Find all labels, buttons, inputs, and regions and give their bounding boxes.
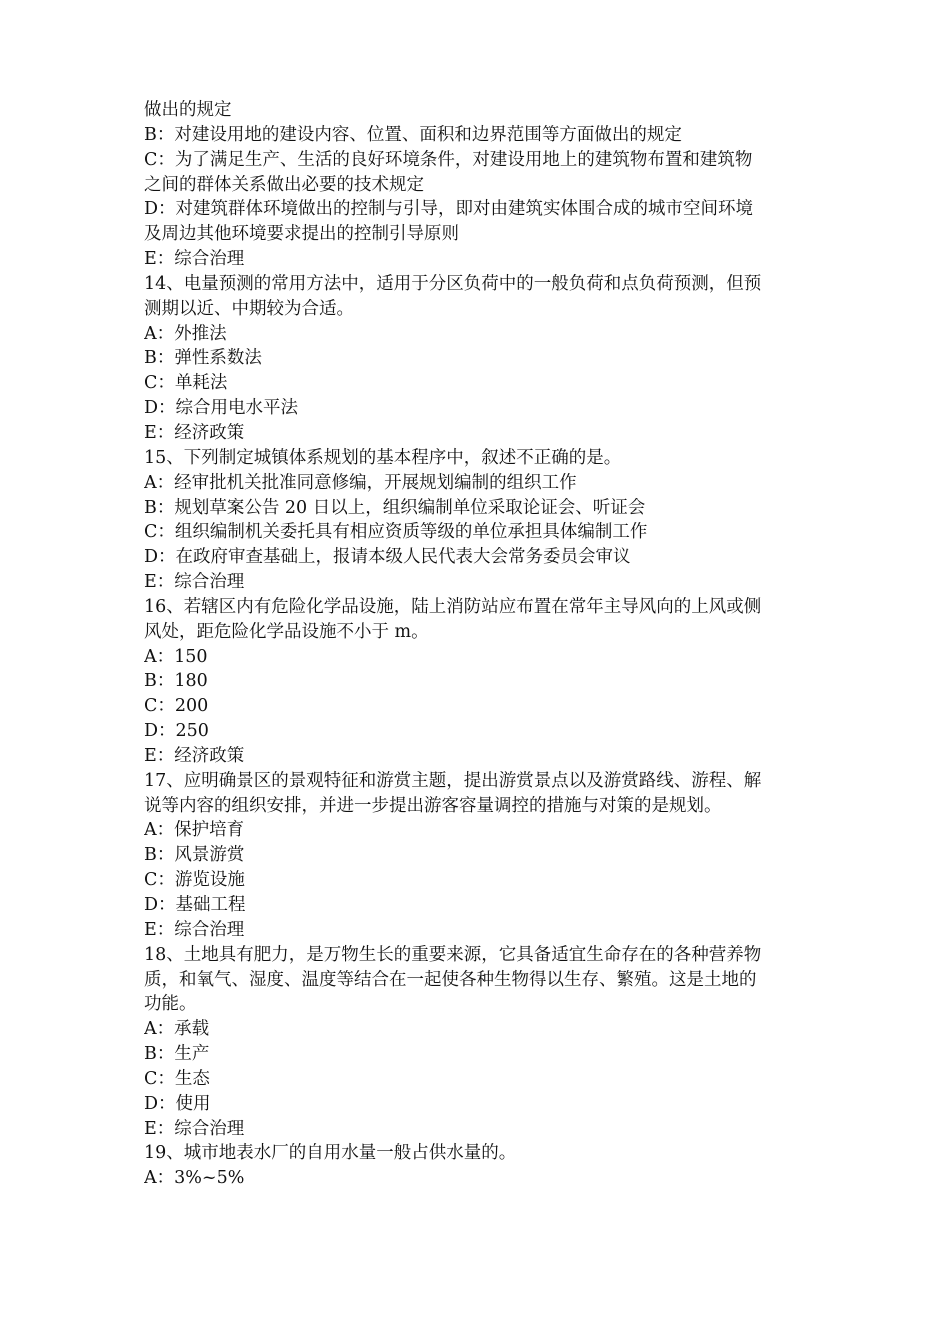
option-line: B：生产: [144, 1044, 210, 1065]
option-line: A：3%~5%: [144, 1168, 245, 1189]
option-line: E：经济政策: [144, 422, 245, 443]
option-line: C：游览设施: [144, 870, 245, 891]
question-line: 19、城市地表水厂的自用水量一般占供水量的。: [144, 1143, 517, 1164]
option-line: C：200: [144, 696, 209, 717]
question-line: 15、下列制定城镇体系规划的基本程序中，叙述不正确的是。: [144, 447, 622, 468]
option-line: D：对建筑群体环境做出的控制与引导，即对由建筑实体围合成的城市空间环境: [144, 199, 754, 220]
question-line: 说等内容的组织安排，并进一步提出游客容量调控的措施与对策的是规划。: [144, 795, 722, 816]
option-line: D：250: [144, 721, 209, 742]
option-line: A：保护培育: [144, 820, 245, 841]
text-line: 及周边其他环境要求提出的控制引导原则: [144, 224, 459, 245]
option-line: C：组织编制机关委托具有相应资质等级的单位承担具体编制工作: [144, 522, 648, 543]
option-line: E：综合治理: [144, 919, 245, 940]
option-line: B：180: [144, 671, 208, 692]
option-line: A：承载: [144, 1019, 210, 1040]
option-line: C：单耗法: [144, 373, 228, 394]
option-line: D：基础工程: [144, 895, 246, 915]
text-line: 之间的群体关系做出必要的技术规定: [144, 174, 424, 195]
option-line: B：风景游赏: [144, 845, 245, 866]
option-line: E：综合治理: [144, 1118, 245, 1139]
option-line: A：经审批机关批准同意修编，开展规划编制的组织工作: [144, 472, 577, 493]
question-line: 质，和氧气、湿度、温度等结合在一起使各种生物得以生存、繁殖。这是土地的: [144, 969, 757, 990]
option-line: E：综合治理: [144, 249, 245, 270]
option-line: D：使用: [144, 1093, 211, 1114]
question-line: 风处，距危险化学品设施不小于 m。: [144, 621, 429, 642]
option-line: A：150: [144, 646, 208, 667]
option-line: D：综合用电水平法: [144, 398, 299, 419]
document-page: [144, 98, 824, 1191]
question-line: 14、电量预测的常用方法中，适用于分区负荷中的一般负荷和点负荷预测，但预: [144, 273, 762, 294]
question-line: 测期以近、中期较为合适。: [144, 298, 354, 319]
question-line: 17、应明确景区的景观特征和游赏主题，提出游赏景点以及游赏路线、游程、解: [144, 770, 762, 791]
option-line: A：外推法: [144, 323, 227, 344]
text-line: 做出的规定: [144, 100, 232, 120]
question-line: 功能。: [144, 994, 197, 1015]
question-line: 18、土地具有肥力，是万物生长的重要来源，它具备适宜生命存在的各种营养物: [144, 944, 762, 965]
option-line: D：在政府审查基础上，报请本级人民代表大会常务委员会审议: [144, 547, 631, 568]
option-line: C：为了满足生产、生活的良好环境条件，对建设用地上的建筑物布置和建筑物: [144, 149, 753, 170]
question-line: 16、若辖区内有危险化学品设施，陆上消防站应布置在常年主导风向的上风或侧: [144, 596, 762, 617]
option-line: E：综合治理: [144, 572, 245, 593]
option-line: E：经济政策: [144, 745, 245, 766]
option-line: B：对建设用地的建设内容、位置、面积和边界范围等方面做出的规定: [144, 124, 682, 145]
option-line: B：规划草案公告 20 日以上，组织编制单位采取论证会、听证会: [144, 497, 646, 518]
option-line: B：弹性系数法: [144, 348, 262, 369]
option-line: C：生态: [144, 1068, 210, 1089]
